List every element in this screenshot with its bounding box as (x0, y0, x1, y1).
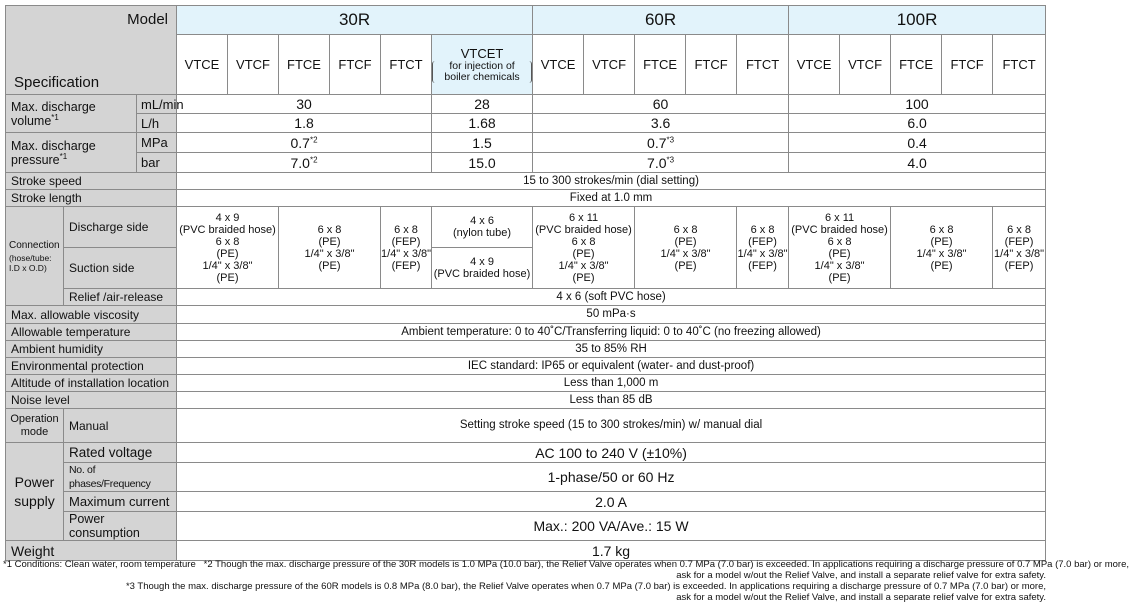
pres-vtcet-mpa: 1.5 (432, 133, 533, 153)
conn-text: 1/4" x 3/8" (202, 259, 253, 272)
conn-text: 6 x 8 (215, 235, 240, 248)
conn-text: 6 x 8 (929, 223, 954, 236)
vol-vtcet-lh: 1.68 (432, 114, 533, 133)
model-label: Model (127, 11, 169, 28)
model-ftct: FTCT (993, 35, 1046, 95)
conn-text: (FEP) (391, 259, 421, 272)
manual-label: Manual (64, 409, 177, 443)
model-vtce: VTCE (177, 35, 228, 95)
conn-60r-ftce (635, 207, 737, 289)
max-discharge-pressure-label (6, 133, 137, 173)
footnote-2-text: Though the max. discharge pressure of the 30R models is 1.0 MPa (10.0 bar), the Relief Valve operates when 0.7 MPa (7.0 bar) is exceeded. In applications requiring a discharge pressure of 0.7 MPa (7.0 bar) or more, (215, 559, 1129, 570)
label-line: supply (14, 492, 55, 509)
group-30r: 30R (177, 6, 533, 35)
conn-text: (FEP) (748, 259, 777, 272)
protection-value: IEC standard: IP65 or equivalent (water- and dust-proof) (177, 358, 1046, 375)
conn-text: 6 x 8 (571, 235, 596, 248)
unit-l-h: L/h (137, 114, 177, 133)
operation-mode-label (6, 409, 64, 443)
conn-60r-ftct (737, 207, 789, 289)
discharge-side-label: Discharge side (64, 207, 177, 248)
model-vtce: VTCE (789, 35, 840, 95)
conn-text: 6 x 8 (394, 223, 418, 236)
model-ftcf: FTCF (942, 35, 993, 95)
power-supply-label (6, 443, 64, 541)
humidity-value: 35 to 85% RH (177, 341, 1046, 358)
conn-100r-ftce (891, 207, 993, 289)
conn-text: (PVC braided hose) (433, 268, 531, 280)
power-consumption-label: Power consumption (64, 512, 177, 541)
conn-100r-vtc (789, 207, 891, 289)
group-100r: 100R (789, 6, 1046, 35)
conn-text: (PE) (216, 271, 239, 284)
conn-text: (PE) (216, 247, 239, 260)
model-ftcf: FTCF (330, 35, 381, 95)
conn-text: (PE) (572, 247, 595, 260)
note-mark: *3 (666, 134, 675, 144)
pres-60r-bar (533, 153, 789, 173)
conn-text: 6 x 8 (750, 223, 775, 236)
altitude-label: Altitude of installation location (6, 375, 177, 392)
relief-label: Relief /air-release (64, 289, 177, 306)
note-mark: *1 (51, 112, 59, 122)
phases-value: 1-phase/50 or 60 Hz (177, 463, 1046, 492)
footnote-3-cont: ask for a model w/out the Relief Valve, and install a separate relief valve for extra safety. (676, 592, 1046, 603)
vtcet-note: for injection of boiler chemicals (432, 61, 532, 83)
connection-title: Connection (9, 239, 60, 251)
viscosity-label: Max. allowable viscosity (6, 306, 177, 324)
model-vtce: VTCE (533, 35, 584, 95)
conn-text: 4 x 9 (215, 211, 240, 224)
conn-text: (PE) (318, 259, 341, 272)
conn-text: (PE) (828, 247, 851, 260)
conn-text: (PE) (930, 259, 953, 272)
conn-text: (PE) (674, 235, 697, 248)
conn-text: (PVC braided hose) (535, 223, 632, 236)
conn-text: (FEP) (1004, 259, 1034, 272)
note-mark: *2 (309, 134, 318, 144)
conn-text: (PE) (318, 235, 341, 248)
note-mark: *1 (59, 151, 68, 161)
weight-value: 1.7 kg (177, 541, 1046, 561)
model-ftct: FTCT (737, 35, 789, 95)
pres-100r-bar: 4.0 (789, 153, 1046, 173)
value-text: 0.7 (647, 134, 667, 151)
conn-60r-vtc (533, 207, 635, 289)
footnote-3-text: Though the max. discharge pressure of the 60R models is 0.8 MPa (8.0 bar), the Relief Valve operates when 0.7 MPa (7.0 bar) is exceeded. In applications requiring a discharge pressure of 0.7 MPa (7.0 bar) or more, (137, 581, 1046, 592)
note-mark: *3 (125, 581, 135, 592)
model-vtcf: VTCF (584, 35, 635, 95)
conn-text: 1/4" x 3/8" (814, 259, 865, 272)
footnote-1-text: Conditions: Clean water, room temperature (14, 559, 196, 570)
model-vtcf: VTCF (228, 35, 279, 95)
noise-value: Less than 85 dB (177, 392, 1046, 409)
conn-text: 6 x 8 (673, 223, 698, 236)
temperature-value: Ambient temperature: 0 to 40˚C/Transferring liquid: 0 to 40˚C (no freezing allowed) (177, 324, 1046, 341)
footnote-2-cont: ask for a model w/out the Relief Valve, and install a separate relief valve for extra safety. (676, 570, 1046, 581)
relief-value: 4 x 6 (soft PVC hose) (177, 289, 1046, 306)
label-text: Max. discharge volume (11, 99, 96, 128)
altitude-value: Less than 1,000 m (177, 375, 1046, 392)
model-ftcf: FTCF (686, 35, 737, 95)
note-mark: *1 (3, 559, 12, 570)
vol-100r-lh: 6.0 (789, 114, 1046, 133)
conn-text: (nylon tube) (452, 227, 512, 239)
stroke-speed-value: 15 to 300 strokes/min (dial setting) (177, 173, 1046, 190)
conn-text: 4 x 9 (470, 256, 494, 268)
unit-ml-min: mL/min (137, 95, 177, 114)
conn-text: 1/4" x 3/8" (916, 247, 967, 260)
conn-text: 1/4" x 3/8" (304, 247, 355, 260)
note-mark: *2 (309, 154, 318, 164)
pres-vtcet-bar: 15.0 (432, 153, 533, 173)
label-line: mode (20, 425, 49, 438)
model-ftct: FTCT (381, 35, 432, 95)
vol-100r-mlmin: 100 (789, 95, 1046, 114)
rated-voltage-label: Rated voltage (64, 443, 177, 463)
vtcet-name: VTCET (460, 46, 504, 61)
protection-label: Environmental protection (6, 358, 177, 375)
footnote-3 (0, 581, 1050, 592)
vol-vtcet-mlmin: 28 (432, 95, 533, 114)
conn-30r-ftce (279, 207, 381, 289)
conn-text: (PE) (828, 271, 851, 284)
conn-text: 6 x 8 (1007, 223, 1031, 236)
power-consumption-value: Max.: 200 VA/Ave.: 15 W (177, 512, 1046, 541)
conn-text: (PVC braided hose) (179, 223, 276, 236)
rated-voltage-value: AC 100 to 240 V (±10%) (177, 443, 1046, 463)
group-60r: 60R (533, 6, 789, 35)
conn-vtcet-discharge (432, 207, 533, 248)
conn-text: (FEP) (1004, 235, 1034, 248)
operation-value: Setting stroke speed (15 to 300 strokes/min) w/ manual dial (177, 409, 1046, 443)
pres-60r-mpa (533, 133, 789, 153)
conn-text: 6 x 11 (824, 211, 855, 224)
pres-30r-mpa (177, 133, 432, 153)
connection-label (6, 207, 64, 306)
conn-100r-ftct (993, 207, 1046, 289)
value-text: 7.0 (290, 154, 310, 171)
label-line: Operation (10, 412, 59, 425)
suction-side-label: Suction side (64, 248, 177, 289)
value-text: 7.0 (647, 154, 667, 171)
stroke-speed-label: Stroke speed (6, 173, 177, 190)
vol-60r-mlmin: 60 (533, 95, 789, 114)
conn-text: (PE) (674, 259, 697, 272)
vol-30r-mlmin: 30 (177, 95, 432, 114)
pres-100r-mpa: 0.4 (789, 133, 1046, 153)
conn-text: 6 x 8 (317, 223, 342, 236)
model-ftce: FTCE (891, 35, 942, 95)
max-current-value: 2.0 A (177, 492, 1046, 512)
label-text: Max. discharge pressure (11, 138, 96, 167)
conn-text: (PE) (930, 235, 953, 248)
viscosity-value: 50 mPa·s (177, 306, 1046, 324)
conn-text: 1/4" x 3/8" (558, 259, 609, 272)
footnote-1-2 (0, 559, 1129, 570)
model-ftce: FTCE (635, 35, 686, 95)
value-text: 0.7 (290, 134, 310, 151)
humidity-label: Ambient humidity (6, 341, 177, 358)
vol-30r-lh: 1.8 (177, 114, 432, 133)
conn-vtcet-suction (432, 248, 533, 289)
note-mark: *3 (666, 154, 675, 164)
weight-label: Weight (6, 541, 177, 561)
noise-label: Noise level (6, 392, 177, 409)
conn-text: 6 x 8 (827, 235, 852, 248)
model-ftce: FTCE (279, 35, 330, 95)
label-line: Power (14, 473, 55, 490)
stroke-length-label: Stroke length (6, 190, 177, 207)
conn-text: (FEP) (391, 235, 421, 248)
max-current-label: Maximum current (64, 492, 177, 512)
conn-text: 1/4" x 3/8" (737, 247, 788, 260)
conn-text: (PE) (572, 271, 595, 284)
footnotes (0, 559, 1129, 603)
conn-text: 1/4" x 3/8" (381, 247, 432, 260)
conn-30r-vtc (177, 207, 279, 289)
connection-subtitle: (hose/tube: I.D x O.D) (9, 252, 52, 273)
spec-table (5, 5, 1046, 561)
phases-label: No. of phases/Frequency (64, 463, 177, 492)
conn-30r-ftct (381, 207, 432, 289)
unit-bar: bar (137, 153, 177, 173)
conn-text: 1/4" x 3/8" (994, 247, 1045, 260)
header-corner (6, 6, 177, 95)
model-vtcf: VTCF (840, 35, 891, 95)
stroke-length-value: Fixed at 1.0 mm (177, 190, 1046, 207)
conn-text: 4 x 6 (470, 215, 494, 227)
temperature-label: Allowable temperature (6, 324, 177, 341)
conn-text: (FEP) (748, 235, 777, 248)
unit-mpa: MPa (137, 133, 177, 153)
conn-text: 1/4" x 3/8" (660, 247, 711, 260)
specification-label: Specification (14, 74, 100, 91)
conn-text: 6 x 11 (568, 211, 599, 224)
max-discharge-volume-label (6, 95, 137, 133)
conn-text: (PVC braided hose) (791, 223, 888, 236)
vol-60r-lh: 3.6 (533, 114, 789, 133)
pres-30r-bar (177, 153, 432, 173)
model-vtcet (432, 35, 533, 95)
note-mark: *2 (203, 559, 213, 570)
